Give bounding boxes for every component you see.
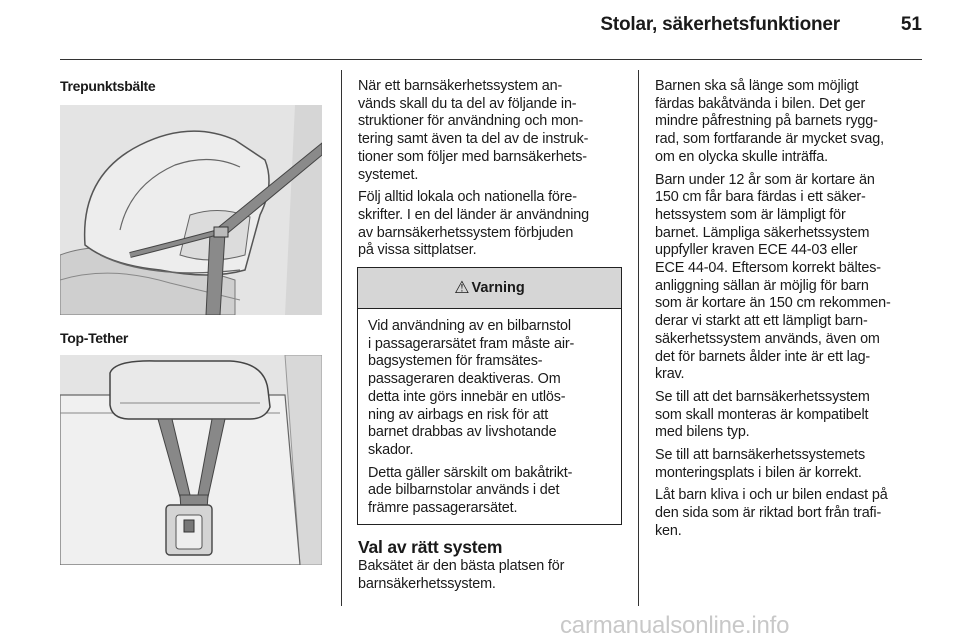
column-divider-left (341, 70, 342, 606)
right-paragraph-5: Låt barn kliva i och ur bilen endast på den sida som är riktad bort från trafi- ken. (655, 487, 888, 539)
column-divider-right (638, 70, 639, 606)
section-text-choose-system: Baksätet är den bästa platsen för barnsäkerhetssystem. (358, 558, 565, 592)
header-divider (60, 59, 922, 60)
intro-text-block (358, 78, 628, 265)
warning-box (357, 267, 622, 525)
right-paragraph-4: Se till att barnsäkerhetssystemets monteringsplats i bilen är korrekt. (655, 447, 866, 481)
right-paragraph-3: Se till att det barnsäkerhetssystem som skall monteras är kompatibelt med bilens typ. (655, 388, 870, 441)
warning-paragraph-2: Detta gäller särskilt om bakåtrikt- ade bilbarnstolar används i det främre passagerarsätet. (368, 464, 573, 517)
heading-three-point-belt: Trepunktsbälte (60, 78, 156, 94)
right-paragraph-2: Barn under 12 år som är kortare än 150 cm får bara färdas i ett säker- hetssystem som är lämpligt för barnet. Lämpliga säkerhetssystem uppfyller kraven ECE 44-03 eller ECE 44-04. Eftersom korrekt bältes- anliggning sällan är möjlig för barn som är kortare än 150 cm rekommen- derar vi starkt att ett lämpligt barn- säkerhetssystem används, även om det för barnets ålder inte är ett lag- krav. (655, 171, 891, 383)
section-heading-choose-system: Val av rätt system (358, 537, 503, 557)
warning-header (358, 268, 621, 309)
page-number: 51 (900, 14, 922, 35)
watermark: carmanualsonline.info (560, 612, 790, 639)
warning-title: Varning (471, 280, 525, 296)
warning-triangle-icon: ⚠ (454, 278, 470, 297)
page-header-title: Stolar, säkerhetsfunktioner (600, 14, 840, 35)
intro-paragraph-1: När ett barnsäkerhetssystem an- vänds skall du ta del av följande in- struktioner för användning och mon- tering samt även ta del av de instruk- tioner som följer med barnsäkerhets- systemet. (358, 78, 589, 183)
right-text-block (655, 78, 930, 546)
warning-body (358, 309, 621, 518)
heading-top-tether: Top-Tether (60, 330, 129, 346)
child-seat-belt-illustration (60, 105, 322, 315)
intro-paragraph-2: Följ alltid lokala och nationella före- skrifter. I en del länder är användning av barnsäkerhetssystem förbjuden på vissa sittplatser. (358, 189, 589, 259)
right-paragraph-1: Barnen ska så länge som möjligt färdas bakåtvända i bilen. Det ger mindre påfrestning på barnets rygg- rad, som fortfarande är mycket svag, om en olycka skulle inträffa. (655, 78, 884, 165)
warning-paragraph-1: Vid användning av en bilbarnstol i passagerarsätet fram måste air- bagsystemen för framsätes- passageraren deaktiveras. Om detta inte görs innebär en utlös- ning av airbags en risk för att barnet drabbas av livshotande skador. (368, 318, 575, 458)
top-tether-illustration (60, 355, 322, 565)
